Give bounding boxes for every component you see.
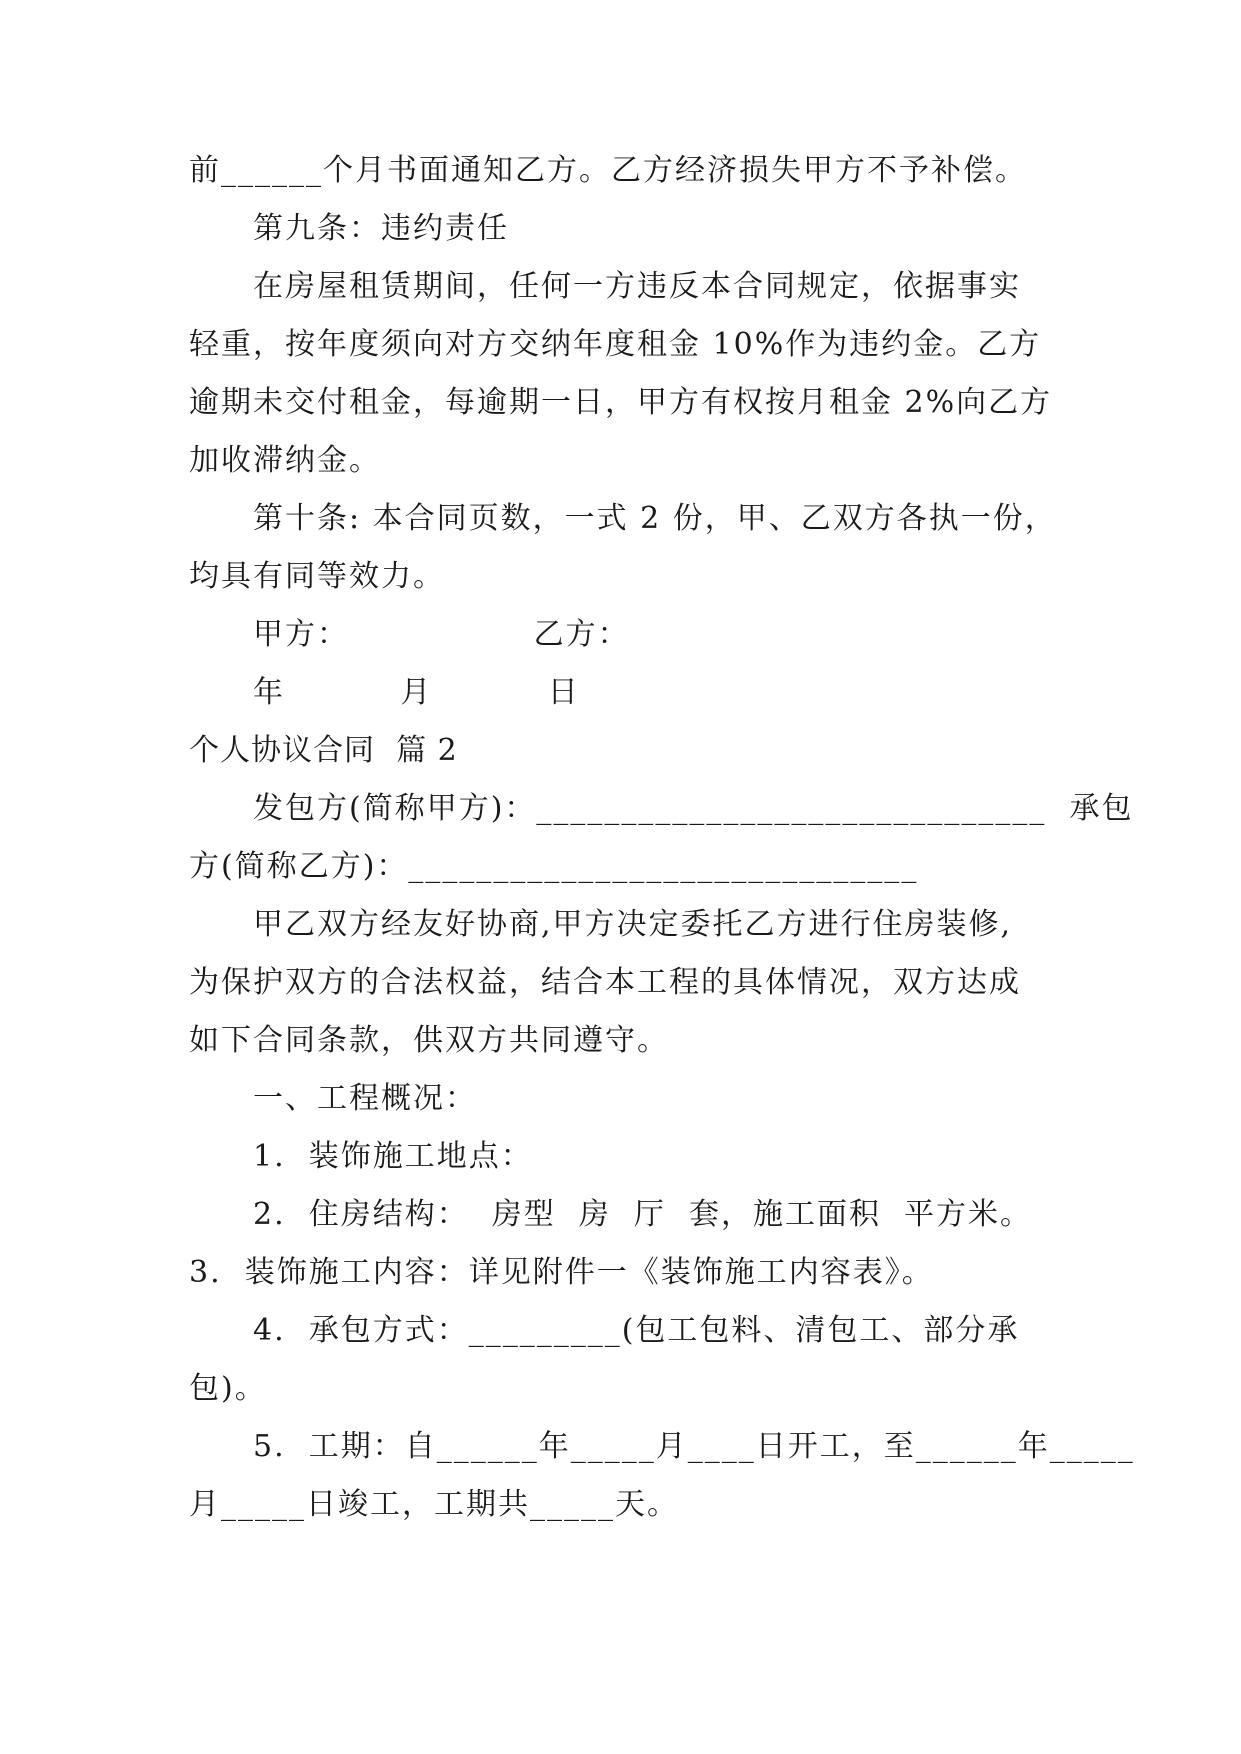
text-line: 逾期未交付租金，每逾期一日，甲方有权按月租金 2%向乙方 — [189, 385, 1053, 420]
text-line: 方(简称乙方)：______________________________ — [189, 849, 919, 884]
text-line: 如下合同条款，供双方共同遵守。 — [189, 1023, 669, 1058]
text-line: 加收滞纳金。 — [189, 443, 381, 478]
clause-heading: 第九条：违约责任 — [253, 211, 509, 246]
signature-date: 年 月 日 — [253, 675, 580, 710]
text-line: 均具有同等效力。 — [189, 559, 445, 594]
text-line: 2. 住房结构： 房型 房 厅 套，施工面积 平方米。 — [253, 1197, 1033, 1232]
text-line: 5. 工期：自______年_____月____日开工，至______年_____ — [253, 1429, 1135, 1464]
section-heading: 个人协议合同 篇 2 — [189, 733, 458, 768]
text-line: 4. 承包方式：_________(包工包料、清包工、部分承 — [253, 1313, 1020, 1348]
text-line: 甲乙双方经友好协商,甲方决定委托乙方进行住房装修, — [253, 907, 1013, 942]
text-line: 月_____日竣工，工期共_____天。 — [189, 1487, 679, 1522]
text-line: 一、工程概况： — [253, 1081, 477, 1116]
signature-parties: 甲方： 乙方： — [253, 617, 630, 652]
text-line: 包)。 — [189, 1371, 267, 1406]
text-line: 前______个月书面通知乙方。乙方经济损失甲方不予补偿。 — [189, 153, 1027, 188]
text-line: 3. 装饰施工内容：详见附件一《装饰施工内容表》。 — [189, 1255, 934, 1290]
text-line: 发包方(简称甲方)：______________________________ 承包 — [253, 791, 1134, 826]
text-line: 第十条: 本合同页数，一式 2 份，甲、乙双方各执一份， — [253, 501, 1057, 536]
text-line: 在房屋租赁期间，任何一方违反本合同规定，依据事实 — [253, 269, 1021, 304]
text-line: 为保护双方的合法权益，结合本工程的具体情况，双方达成 — [189, 965, 1021, 1000]
text-line: 轻重，按年度须向对方交纳年度租金 10%作为违约金。乙方 — [189, 327, 1042, 362]
text-line: 1. 装饰施工地点： — [253, 1139, 533, 1174]
